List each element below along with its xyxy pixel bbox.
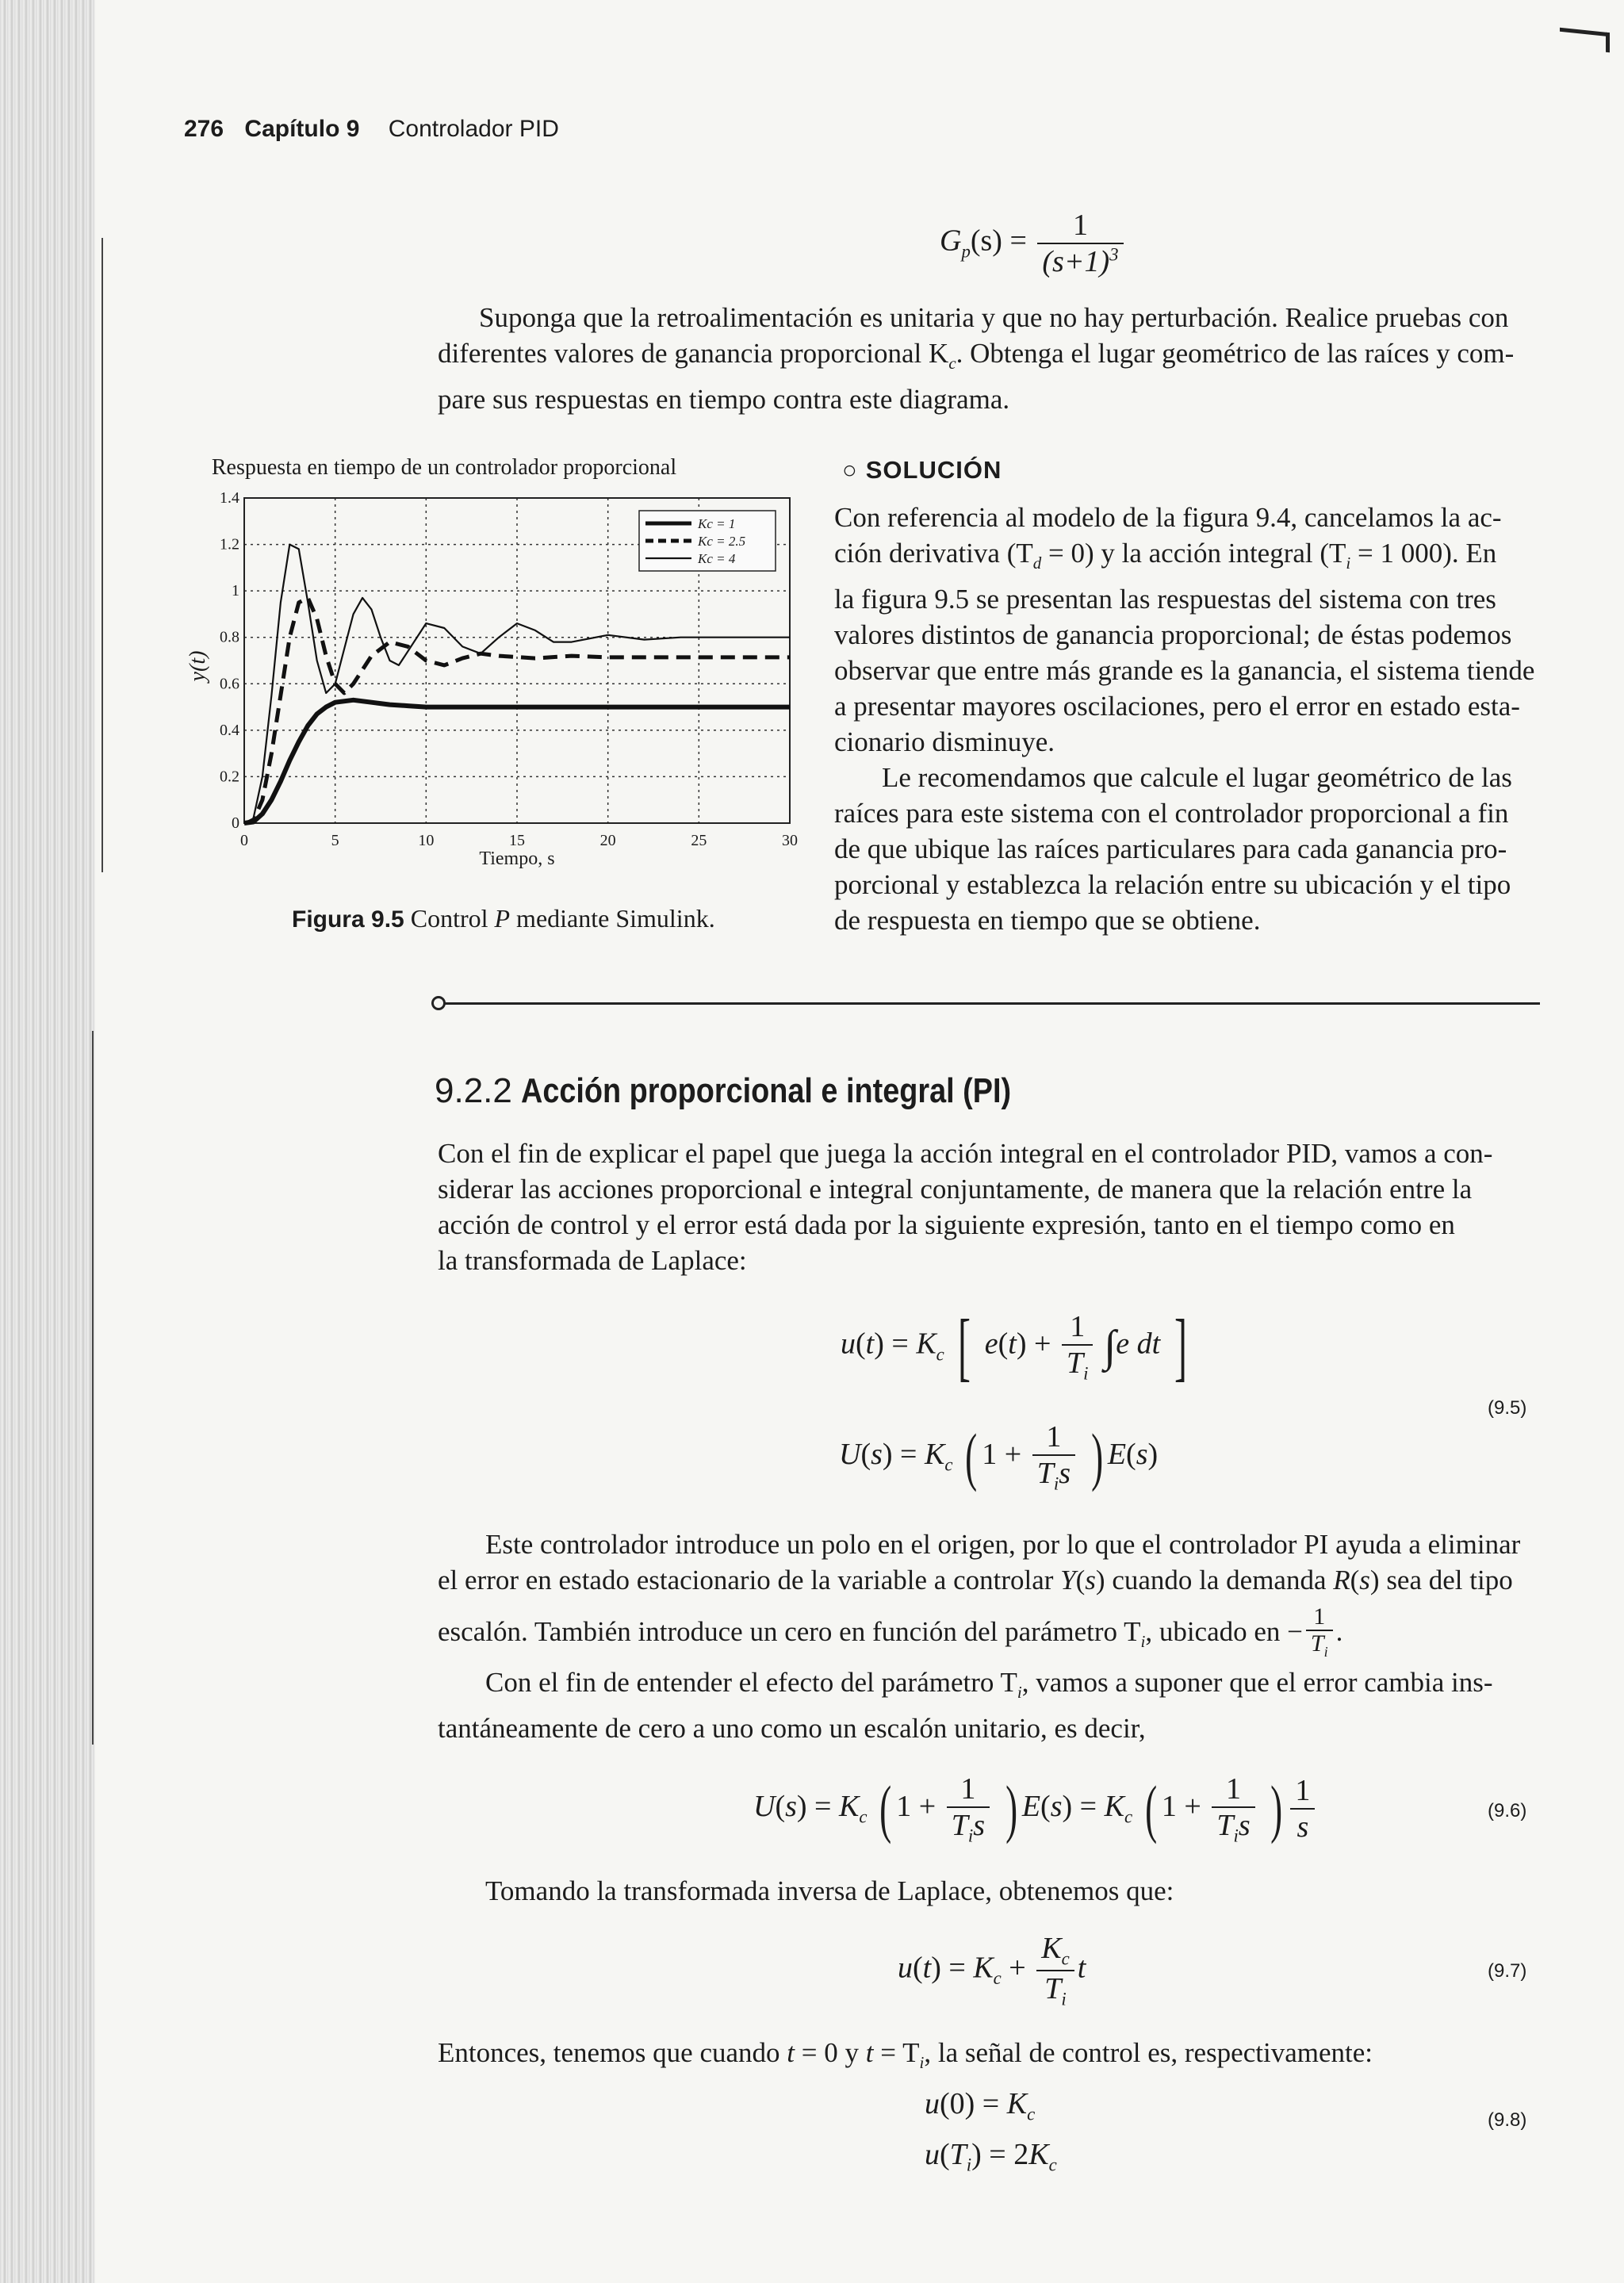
equation-9-5-time: $u(t) = K_c$ [ e(t) + $\frac{1}{T_i}$ ∫e dt ] (841, 1304, 1187, 1389)
section-divider (438, 1002, 1540, 1005)
y-tick-label: 0.6 (220, 675, 239, 693)
scan-binding-edge (0, 0, 95, 2283)
chapter-title: Controlador PID (388, 116, 559, 142)
equation-9-7: $u(t) = K_c$ + $\frac{K_c}{T_i}$ t (898, 1932, 1086, 2009)
x-tick-label: 25 (691, 832, 707, 849)
equation-number-9-8: (9.8) (1488, 2109, 1527, 2131)
legend-label: Kc = 1 (698, 516, 736, 531)
x-tick-label: 0 (240, 832, 248, 849)
corner-mark (1560, 28, 1610, 53)
y-tick-label: 0 (232, 814, 239, 832)
then-paragraph: Entonces, tenemos que cuando t = 0 y $t = T_i$, la señal de control es, respectivamente: (438, 2037, 1373, 2072)
y-tick-label: 0.8 (220, 628, 239, 646)
running-header (184, 116, 559, 143)
y-tick-label: 1 (232, 582, 239, 600)
legend-label: Kc = 2.5 (698, 534, 746, 549)
binding-line (102, 238, 103, 872)
y-tick-label: 1.2 (220, 535, 239, 554)
figure-caption: Figura 9.5 Control P mediante Simulink. (292, 904, 715, 933)
chart-legend (639, 511, 776, 571)
y-tick-label: 1.4 (220, 489, 239, 507)
equation-9-8: $u(0) = K_c$ $u(T_i) = 2K_c$ (925, 2087, 1057, 2175)
x-tick-label: 30 (782, 832, 798, 849)
x-tick-label: 20 (599, 832, 616, 849)
chapter-label: Capítulo 9 (244, 116, 360, 142)
divider-dot (431, 996, 446, 1010)
x-axis-label: Tiempo, s (479, 848, 555, 869)
section-paragraph: Con el fin de explicar el papel que juega la acción integral en el controlador PID, vamos a con- siderar las acciones proporcional e integral conjuntamente, de manera que la relación entre la acción de control y el error está dada por la siguiente expresión, tanto en el tiempo como en la transformada de Laplace: (438, 1138, 1493, 1276)
inverse-paragraph: Tomando la transformada inversa de Laplace, obtenemos que: (485, 1875, 1174, 1906)
equation-number-9-7: (9.7) (1488, 1960, 1527, 1982)
intro-paragraph: Suponga que la retroalimentación es unitaria y que no hay perturbación. Realice pruebas con diferentes valores de ganancia proporcional $K_c$. Obtenga el lugar geométrico de las raíces y com- pare sus respuestas en tiempo contra este diagrama. (438, 302, 1515, 415)
equation-number-9-6: (9.6) (1488, 1800, 1527, 1821)
section-heading: 9.2.2 Acción proporcional e integral (PI) (435, 1071, 1012, 1110)
page-number: 276 (184, 116, 224, 142)
legend-label: Kc = 4 (698, 551, 736, 566)
equation-9-5-laplace: $U(s) = K_c$ ( 1 + $\frac{1}{T_is}$ ) E(s) (839, 1420, 1159, 1494)
controller-paragraph: Este controlador introduce un polo en el origen, por lo que el controlador PI ayuda a eliminar el error en estado estacionario de la variable a controlar Y(s) cuando la demanda R(s) sea del tipo escalón. También introduce un cero en función del parámetro $T_i$, ubicado en − $\frac{1}{T_i}$ . Con el fin de entender el efecto del parámetro $T_i$, vamos a suponer que el error cambia ins- tantáneamente de cero a uno como un escalón unitario, es decir, (438, 1529, 1521, 1744)
x-tick-label: 5 (331, 832, 339, 849)
solution-paragraph: Con referencia al modelo de la figura 9.4, cancelamos la ac- ción derivativa $(T_d = 0)$ y la acción integral ($T_i = 1$ 000). En la figura 9.5 se presentan las respuestas del sistema con tres valores distintos de ganancia proporcional; de éstas podemos observar que entre más grande es la ganancia, el sistema tiende a presentar mayores oscilaciones, pero el error en estado esta- cionario disminuye. Le recomendamos que calcule el lugar geométrico de las raíces para este sistema con el controlador proporcional a fin de que ubique las raíces particulares para cada ganancia pro- porcional y establezca la relación entre su ubicación y el tipo de respuesta en tiempo que se obtiene. (834, 502, 1535, 936)
y-tick-label: 0.2 (220, 768, 239, 786)
y-tick-label: 0.4 (220, 721, 239, 739)
equation-number-9-5: (9.5) (1488, 1397, 1527, 1419)
equation-9-6: $U(s) = K_c$ ( 1 + $\frac{1}{T_is}$ ) $E(s) = K_c$ ( 1 + $\frac{1}{T_is}$ ) $\frac{1}{s}$ (753, 1772, 1318, 1847)
y-axis-label: y(t) (186, 650, 210, 682)
chart-title: Respuesta en tiempo de un controlador proporcional (211, 455, 677, 480)
equation-gp: $G_p(s)$ = $\frac{1}{(s+1)^3}$ (940, 208, 1127, 279)
x-tick-label: 15 (509, 832, 525, 849)
response-chart (174, 452, 809, 880)
binding-line (92, 1031, 94, 1745)
solution-heading: ○ SOLUCIÓN (842, 456, 1002, 484)
x-tick-label: 10 (418, 832, 435, 849)
